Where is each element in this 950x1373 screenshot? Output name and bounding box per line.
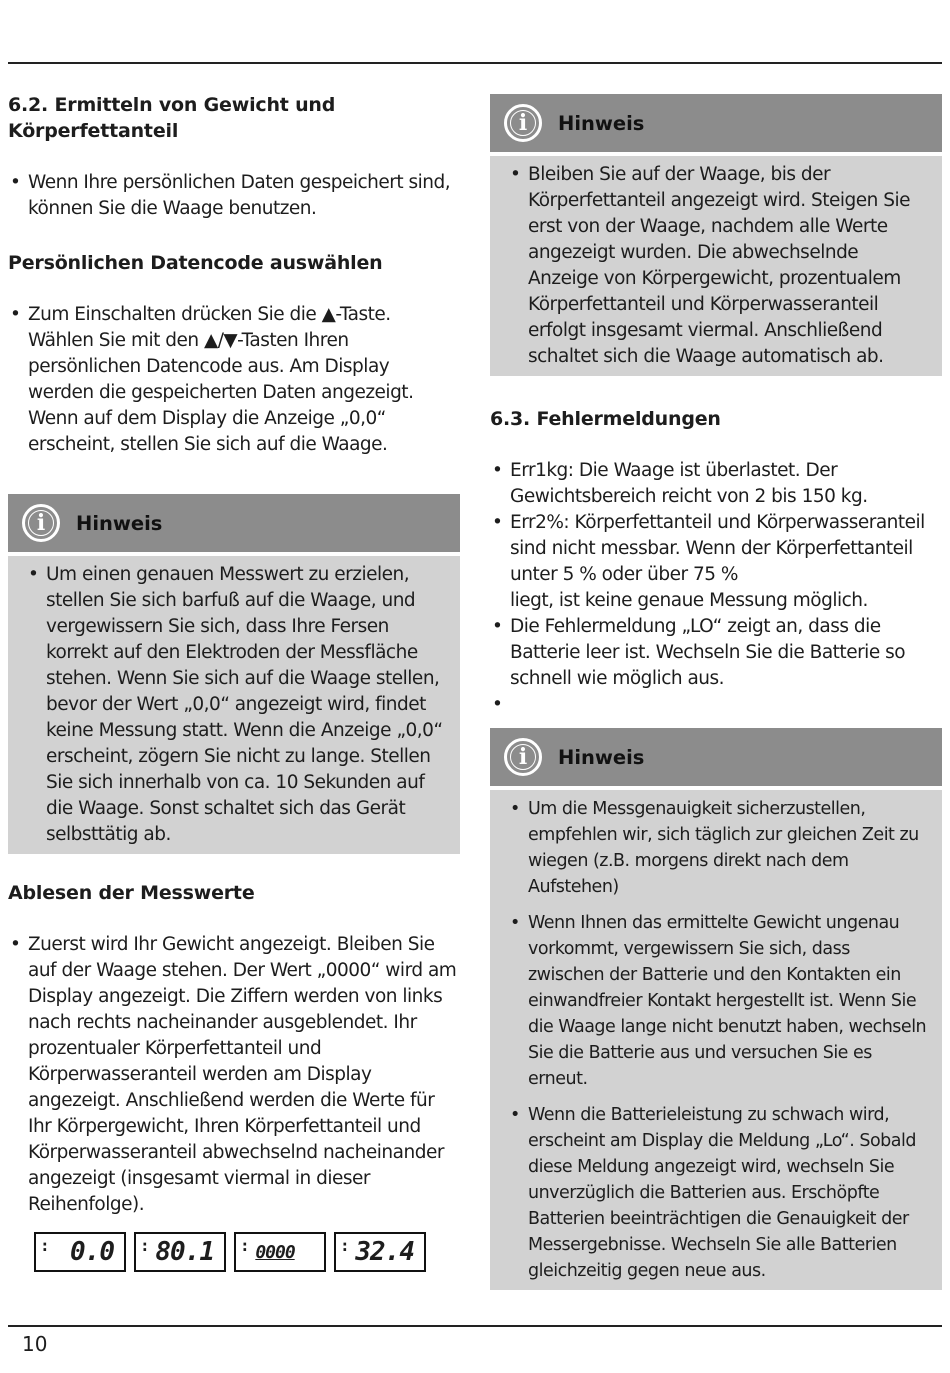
note-item: • Bleiben Sie auf der Waage, bis der Körperfettanteil angezeigt wird. Steigen Sie erst von der Waage, nachdem alle Werte angezeigt wurden. Die abwechselnde Anzeige von Körpergewicht, prozentualem Körperfettanteil und Körperwasseranteil erfolgt insgesamt viermal. Anschließend schaltet sich die Waage automatisch ab. — [508, 162, 928, 370]
display-examples — [34, 1232, 460, 1272]
subheading-datencode: Persönlichen Datencode auswählen — [8, 252, 383, 274]
messwerte-item: • Zuerst wird Ihr Gewicht angezeigt. Bleiben Sie auf der Waage stehen. Der Wert „0000“ wird am Display angezeigt. Die Ziffern werden von links nach rechts nacheinander ausgeblendet. Ihr prozentualer Körperfettanteil und Körperwasseranteil werden am Display angezeigt. Anschließend werden die Werte für Ihr Körpergewicht, Ihren Körperfettanteil und Körperwasseranteil abwechselnd nacheinander angezeigt (insgesamt viermal in dieser Reihenfolge). — [8, 932, 460, 1218]
note-body — [490, 156, 942, 376]
intro-list — [8, 170, 460, 222]
right-column — [490, 94, 942, 1290]
note-item: • Um einen genauen Messwert zu erzielen, stellen Sie sich barfuß auf die Waage, und vergewissern Sie sich, dass Ihre Fersen korrekt auf den Elektroden der Messfläche stehen. Wenn Sie sich auf die Waage stellen, bevor der Wert „0,0“ angezeigt wird, findet keine Messung statt. Wenn die Anzeige „0,0“ erscheint, zögern Sie nicht zu lange. Stellen Sie sich innerhalb von ca. 10 Sekunden auf die Waage. Sonst schaltet sich das Gerät selbsttätig ab. — [26, 562, 446, 848]
info-icon: i — [22, 504, 60, 542]
left-column — [8, 92, 460, 1272]
note-header — [490, 94, 942, 156]
datencode-item: • Zum Einschalten drücken Sie die ▲-Taste. Wählen Sie mit den ▲/▼-Tasten Ihren persönlichen Datencode aus. Am Display werden die gespeicherten Daten angezeigt. Wenn auf dem Display die Anzeige „0,0“ erscheint, stellen Sie sich auf die Waage. — [8, 302, 460, 458]
lcd-display: : 0.0 — [34, 1232, 126, 1272]
note-header — [8, 494, 460, 556]
error-list — [490, 458, 942, 718]
error-text: Err2%: Körperfettanteil und Körperwasseranteil sind nicht messbar. Wenn der Körperfettanteil unter 5 % oder über 75 % — [510, 512, 925, 585]
note-body — [8, 556, 460, 854]
top-rule — [8, 62, 942, 64]
title-line-1: 6.2. Ermitteln von Gewicht und — [8, 94, 336, 116]
note-box-1 — [8, 494, 460, 854]
empty-item — [490, 692, 942, 718]
note-item: • Wenn Ihnen das ermittelte Gewicht ungenau vorkommt, vergewissern Sie sich, dass zwischen der Batterie und den Kontakten ein einwandfreier Kontakt hergestellt ist. Wenn Sie die Waage lange nicht benutzt haben, wechseln Sie die Batterie aus und versuchen Sie es erneut. — [508, 910, 928, 1092]
note-body — [490, 790, 942, 1290]
note-item: • Um die Messgenauigkeit sicherzustellen, empfehlen wir, sich täglich zur gleichen Zeit zu wiegen (z.B. morgens direkt nach dem Aufstehen) — [508, 796, 928, 900]
messwerte-list — [8, 932, 460, 1218]
error-item — [490, 510, 942, 614]
section-6-3-title: 6.3. Fehlermeldungen — [490, 408, 721, 430]
datencode-list — [8, 302, 460, 458]
error-text: liegt, ist keine genaue Messung möglich. — [510, 590, 868, 611]
info-icon: i — [504, 738, 542, 776]
note-item: • Wenn die Batterieleistung zu schwach wird, erscheint am Display die Meldung „Lo“. Sobald diese Meldung angezeigt wird, wechseln Sie unverzüglich die Batterien aus. Erschöpfte Batterien beeinträchtigen die Genauigkeit der Messergebnisse. Wechseln Sie alle Batterien gleichzeitig gegen neue aus. — [508, 1102, 928, 1284]
error-item: • Die Fehlermeldung „LO“ zeigt an, dass die Batterie leer ist. Wechseln Sie die Batterie so schnell wie möglich aus. — [490, 614, 942, 692]
note-header — [490, 728, 942, 790]
note-box-3 — [490, 728, 942, 1290]
lcd-display: : 0000 — [234, 1232, 326, 1272]
lcd-display: : 32.4 — [334, 1232, 426, 1272]
title-line-2: Körperfettanteil — [8, 120, 179, 142]
note-label: Hinweis — [76, 511, 163, 535]
section-6-2-title — [8, 92, 460, 144]
page-number: 10 — [22, 1332, 48, 1356]
info-icon: i — [504, 104, 542, 142]
intro-item: • Wenn Ihre persönlichen Daten gespeichert sind, können Sie die Waage benutzen. — [8, 170, 460, 222]
error-item: • Err1kg: Die Waage ist überlastet. Der Gewichtsbereich reicht von 2 bis 150 kg. — [490, 458, 942, 510]
note-box-2 — [490, 94, 942, 376]
subheading-messwerte: Ablesen der Messwerte — [8, 882, 255, 904]
note-label: Hinweis — [558, 111, 645, 135]
note-label: Hinweis — [558, 745, 645, 769]
lcd-display: : 80.1 — [134, 1232, 226, 1272]
bottom-rule — [8, 1325, 942, 1327]
